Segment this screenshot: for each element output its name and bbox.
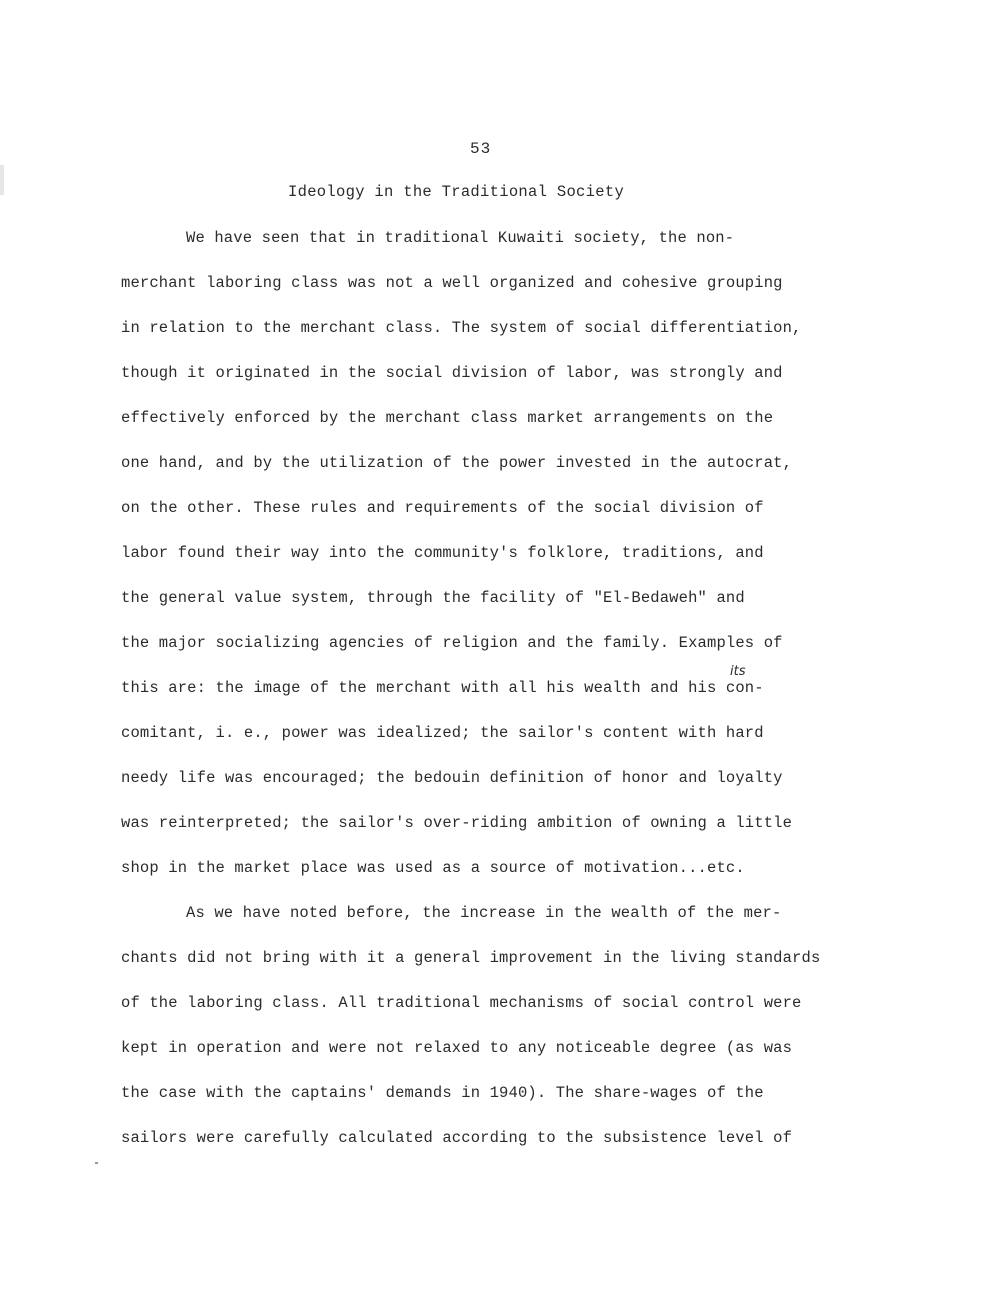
text-line: of the laboring class. All traditional mechanisms of social control were bbox=[121, 994, 802, 1012]
text-line-with-correction bbox=[121, 679, 764, 697]
text-line: this are: the image of the merchant with all his wealth and his con- bbox=[121, 679, 764, 697]
text-line: chants did not bring with it a general improvement in the living standards bbox=[121, 949, 821, 967]
handwritten-annotation: its bbox=[730, 664, 746, 679]
text-line: the general value system, through the facility of "El-Bedaweh" and bbox=[121, 589, 745, 607]
text-line: sailors were carefully calculated according to the subsistence level of bbox=[121, 1129, 793, 1147]
text-line: kept in operation and were not relaxed to any noticeable degree (as was bbox=[121, 1039, 793, 1057]
scan-speck bbox=[95, 1162, 98, 1164]
section-heading: Ideology in the Traditional Society bbox=[288, 183, 625, 201]
page-number: 53 bbox=[470, 140, 492, 158]
text-line: As we have noted before, the increase in the wealth of the mer- bbox=[186, 904, 782, 922]
text-line: labor found their way into the community's folklore, traditions, and bbox=[121, 544, 764, 562]
text-line: though it originated in the social division of labor, was strongly and bbox=[121, 364, 783, 382]
text-line: was reinterpreted; the sailor's over-riding ambition of owning a little bbox=[121, 814, 793, 832]
text-line: comitant, i. e., power was idealized; the sailor's content with hard bbox=[121, 724, 764, 742]
text-line: effectively enforced by the merchant class market arrangements on the bbox=[121, 409, 774, 427]
text-line: merchant laboring class was not a well organized and cohesive grouping bbox=[121, 274, 783, 292]
text-line: in relation to the merchant class. The system of social differentiation, bbox=[121, 319, 802, 337]
text-line: needy life was encouraged; the bedouin definition of honor and loyalty bbox=[121, 769, 783, 787]
text-line: the major socializing agencies of religion and the family. Examples of bbox=[121, 634, 783, 652]
text-line: We have seen that in traditional Kuwaiti society, the non- bbox=[186, 229, 735, 247]
text-line: one hand, and by the utilization of the power invested in the autocrat, bbox=[121, 454, 793, 472]
text-line: the case with the captains' demands in 1940). The share-wages of the bbox=[121, 1084, 764, 1102]
text-line: shop in the market place was used as a source of motivation...etc. bbox=[121, 859, 745, 877]
text-line: on the other. These rules and requirements of the social division of bbox=[121, 499, 764, 517]
scan-edge-mark bbox=[0, 165, 4, 195]
